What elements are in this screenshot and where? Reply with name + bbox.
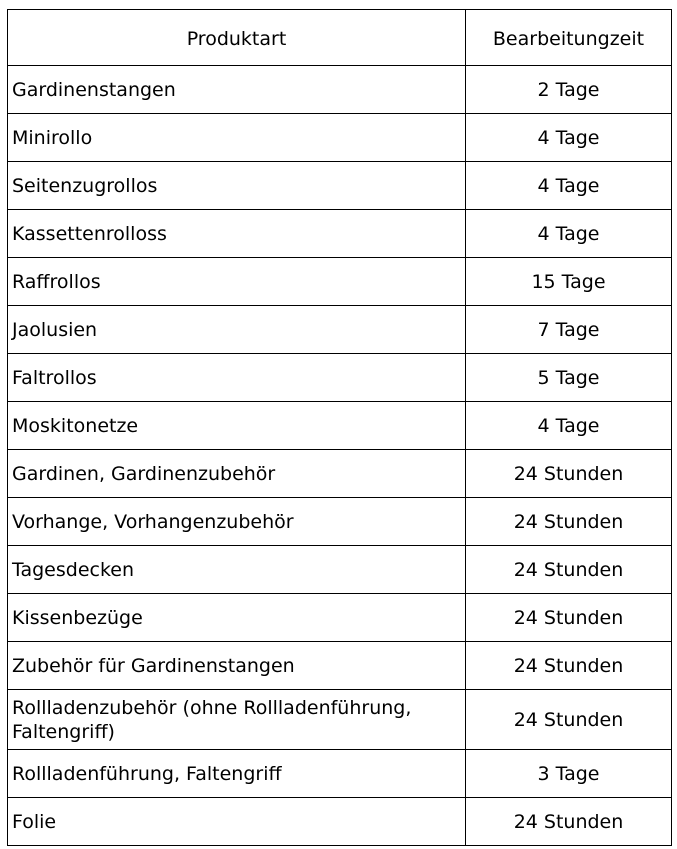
- product-cell: Jaolusien: [8, 306, 466, 354]
- product-cell: Rollladenführung, Faltengriff: [8, 750, 466, 798]
- time-cell: 7 Tage: [466, 306, 672, 354]
- time-cell: 24 Stunden: [466, 798, 672, 846]
- time-cell: 15 Tage: [466, 258, 672, 306]
- table-row: [8, 258, 672, 306]
- time-cell: 4 Tage: [466, 210, 672, 258]
- product-cell: Tagesdecken: [8, 546, 466, 594]
- table-row: [8, 498, 672, 546]
- processing-time-table: [7, 9, 672, 846]
- table-row: [8, 354, 672, 402]
- table-row: [8, 210, 672, 258]
- time-cell: 24 Stunden: [466, 690, 672, 750]
- product-cell: Folie: [8, 798, 466, 846]
- product-cell: Kassettenrolloss: [8, 210, 466, 258]
- time-cell: 4 Tage: [466, 114, 672, 162]
- time-cell: 24 Stunden: [466, 450, 672, 498]
- product-cell: Faltrollos: [8, 354, 466, 402]
- table-row: [8, 450, 672, 498]
- header-product-type: Produktart: [8, 10, 466, 66]
- table-row: [8, 798, 672, 846]
- product-cell: Minirollo: [8, 114, 466, 162]
- time-cell: 5 Tage: [466, 354, 672, 402]
- time-cell: 24 Stunden: [466, 642, 672, 690]
- product-cell: Vorhange, Vorhangenzubehör: [8, 498, 466, 546]
- table-row: [8, 66, 672, 114]
- product-cell: Gardinenstangen: [8, 66, 466, 114]
- table-row: [8, 114, 672, 162]
- product-cell: Gardinen, Gardinenzubehör: [8, 450, 466, 498]
- header-processing-time: Bearbeitungzeit: [466, 10, 672, 66]
- time-cell: 24 Stunden: [466, 498, 672, 546]
- time-cell: 24 Stunden: [466, 546, 672, 594]
- table-row: [8, 306, 672, 354]
- table-row: [8, 750, 672, 798]
- product-cell: Rollladenzubehör (ohne Rollladenführung, Faltengriff): [8, 690, 466, 750]
- table-row: [8, 546, 672, 594]
- table-row: [8, 402, 672, 450]
- table-row: [8, 690, 672, 750]
- time-cell: 3 Tage: [466, 750, 672, 798]
- product-cell: Kissenbezüge: [8, 594, 466, 642]
- product-cell: Zubehör für Gardinenstangen: [8, 642, 466, 690]
- time-cell: 4 Tage: [466, 402, 672, 450]
- time-cell: 2 Tage: [466, 66, 672, 114]
- table-header-row: [8, 10, 672, 66]
- processing-time-table-wrapper: [7, 9, 672, 846]
- table-row: [8, 162, 672, 210]
- time-cell: 24 Stunden: [466, 594, 672, 642]
- table-row: [8, 594, 672, 642]
- time-cell: 4 Tage: [466, 162, 672, 210]
- product-cell: Raffrollos: [8, 258, 466, 306]
- product-cell: Moskitonetze: [8, 402, 466, 450]
- product-cell: Seitenzugrollos: [8, 162, 466, 210]
- table-row: [8, 642, 672, 690]
